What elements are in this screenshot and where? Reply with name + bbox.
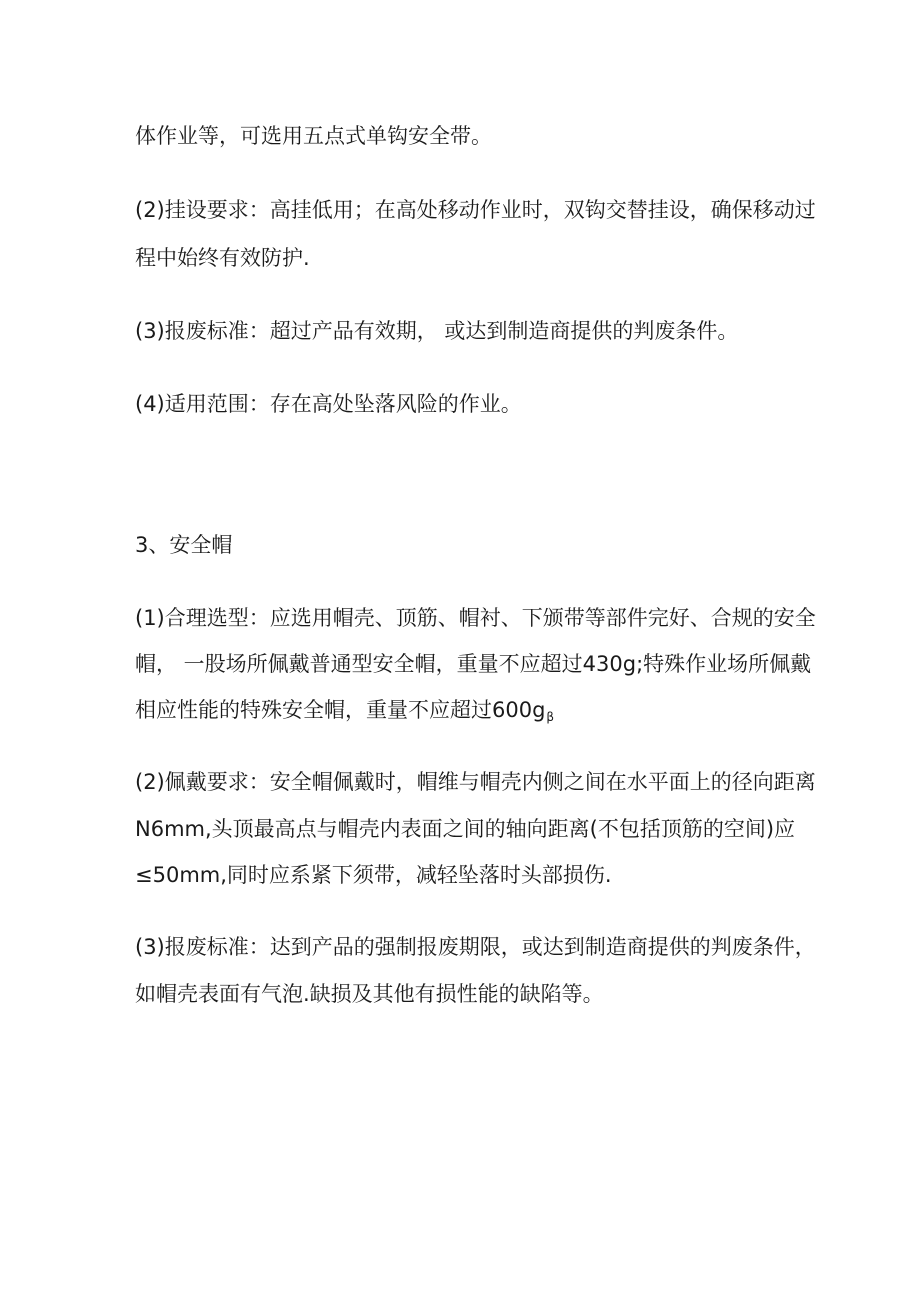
text-line-helmet-selection-cont2 bbox=[135, 696, 554, 731]
text-line-hanging-requirement-cont: 程中始终有效防护. bbox=[135, 246, 310, 270]
text-line-harness-scrap-standard: (3)报废标准：超过产品有效期， 或达到制造商提供的判废条件。 bbox=[135, 319, 739, 343]
helmet-weight-subscript: β bbox=[546, 710, 555, 724]
text-line-harness-type-end: 体作业等，可选用五点式单钩安全带。 bbox=[135, 124, 492, 148]
text-line-helmet-selection: (1)合理选型：应选用帽壳、顶筋、帽衬、下颁带等部件完好、合规的安全 bbox=[135, 606, 816, 630]
section-heading-safety-helmet: 3、安全帽 bbox=[135, 533, 233, 557]
text-line-harness-scope: (4)适用范围：存在高处坠落风险的作业。 bbox=[135, 392, 522, 416]
text-line-helmet-scrap-standard: (3)报废标准：达到产品的强制报废期限，或达到制造商提供的判废条件， bbox=[135, 935, 816, 959]
text-line-helmet-selection-cont1: 帽， 一股场所佩戴普通型安全帽，重量不应超过430g;特殊作业场所佩戴 bbox=[135, 652, 812, 676]
text-line-helmet-scrap-standard-cont: 如帽壳表面有气泡.缺损及其他有损性能的缺陷等。 bbox=[135, 982, 604, 1006]
helmet-weight-text: 相应性能的特殊安全帽，重量不应超过600g bbox=[135, 698, 546, 722]
text-line-helmet-wearing-cont2: ≤50mm,同时应系紧下须带，减轻坠落时头部损伤. bbox=[135, 863, 612, 887]
text-line-helmet-wearing-cont1: N6mm,头顶最高点与帽壳内表面之间的轴向距离(不包括顶筋的空间)应 bbox=[135, 817, 796, 841]
text-line-helmet-wearing: (2)佩戴要求：安全帽佩戴时，帽维与帽壳内侧之间在水平面上的径向距离 bbox=[135, 770, 816, 794]
text-line-hanging-requirement: (2)挂设要求：高挂低用；在高处移动作业时，双钩交替挂设，确保移动过 bbox=[135, 198, 816, 222]
